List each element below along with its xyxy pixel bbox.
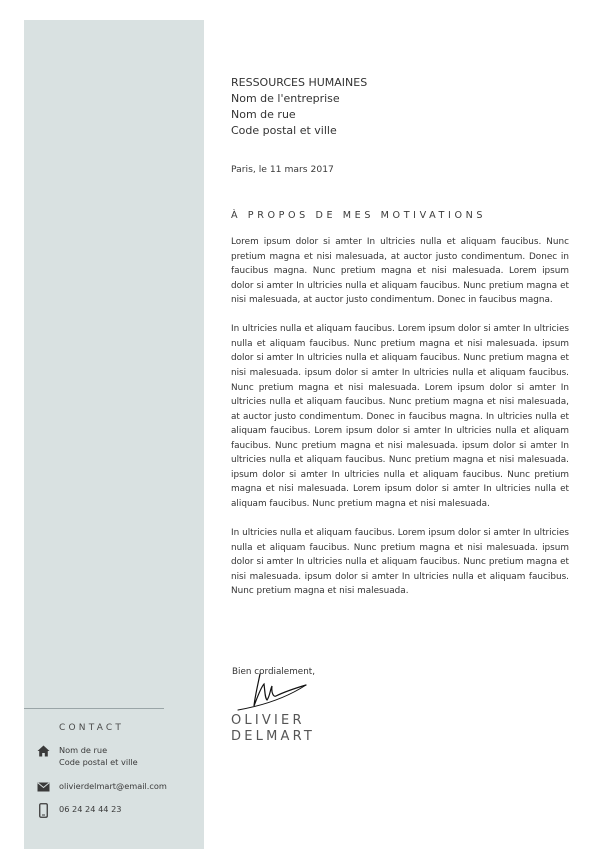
contact-email bbox=[36, 780, 167, 794]
body-paragraph-2: In ultricies nulla et aliquam faucibus. Lorem ipsum dolor si amter In ultricies nulla et aliquam faucibus. Nunc pretium magna et nisi malesuada. ipsum dolor si amter In ultricies nulla et aliquam faucibus. Nunc pretium magna et nisi malesuada. ipsum dolor si amter In ultricies nulla et aliquam faucibus. Nunc pretium magna et nisi malesuada. Lorem ipsum dolor si amter In ultricies nulla et aliquam faucibus. Nunc pretium magna et nisi malesuada, at auctor justo condimentum. Donec in faucibus magna. In ultricies nulla et aliquam faucibus. Lorem ipsum dolor si amter In ultricies nulla et aliquam faucibus. Nunc pretium magna et nisi malesuada. ipsum dolor si amter In ultricies nulla et aliquam faucibus. Nunc pretium magna et nisi malesuada. ipsum dolor si amter In ultricies nulla et aliquam faucibus. Nunc pretium magna et nisi malesuada. Lorem ipsum dolor si amter In ultricies nulla et aliquam faucibus. Nunc pretium magna et nisi malesuada. bbox=[231, 324, 569, 509]
contact-heading: CONTACT bbox=[59, 723, 125, 733]
signature-name bbox=[231, 713, 315, 745]
address-line-2: Code postal et ville bbox=[59, 757, 138, 767]
closing-salutation: Bien cordialement, bbox=[232, 667, 316, 677]
email-link[interactable]: olivierdelmart@email.com bbox=[59, 781, 167, 791]
letter-subject: À PROPOS DE MES MOTIVATIONS bbox=[231, 210, 487, 221]
letter-body bbox=[231, 235, 569, 613]
body-paragraph-3: In ultricies nulla et aliquam faucibus. Lorem ipsum dolor si amter In ultricies nulla et aliquam faucibus. Nunc pretium magna et nisi malesuada. ipsum dolor si amter In ultricies nulla et aliquam faucibus. Nunc pretium magna et nisi malesuada. ipsum dolor si amter In ultricies nulla et aliquam faucibus. Nunc pretium magna et nisi malesuada. bbox=[231, 528, 569, 597]
recipient-street: Nom de rue bbox=[231, 108, 296, 121]
recipient-department: RESSOURCES HUMAINES bbox=[231, 76, 368, 89]
recipient-city: Code postal et ville bbox=[231, 124, 337, 137]
mobile-phone-icon bbox=[36, 803, 50, 817]
signature-last-name: DELMART bbox=[231, 729, 316, 744]
signature-first-name: OLIVIER bbox=[231, 713, 305, 728]
sidebar-divider bbox=[24, 708, 164, 709]
envelope-icon bbox=[36, 780, 50, 794]
body-paragraph-1: Lorem ipsum dolor si amter In ultricies nulla et aliquam faucibus. Nunc pretium magna et nisi malesuada, at auctor justo condimentum. Donec in faucibus magna. Nunc pretium magna et nisi malesuada. Lorem ipsum dolor si amter In ultricies nulla et aliquam faucibus. Nunc pretium magna et nisi malesuada, at auctor justo condimentum. Donec in faucibus magna. bbox=[231, 237, 569, 306]
letter-date: Paris, le 11 mars 2017 bbox=[231, 164, 334, 175]
home-icon bbox=[36, 744, 50, 758]
contact-phone bbox=[36, 803, 122, 817]
recipient-company: Nom de l'entreprise bbox=[231, 92, 340, 105]
contact-address bbox=[36, 744, 138, 768]
phone-number: 06 24 24 44 23 bbox=[59, 804, 122, 814]
address-line-1: Nom de rue bbox=[59, 745, 108, 755]
recipient-address bbox=[231, 75, 367, 139]
